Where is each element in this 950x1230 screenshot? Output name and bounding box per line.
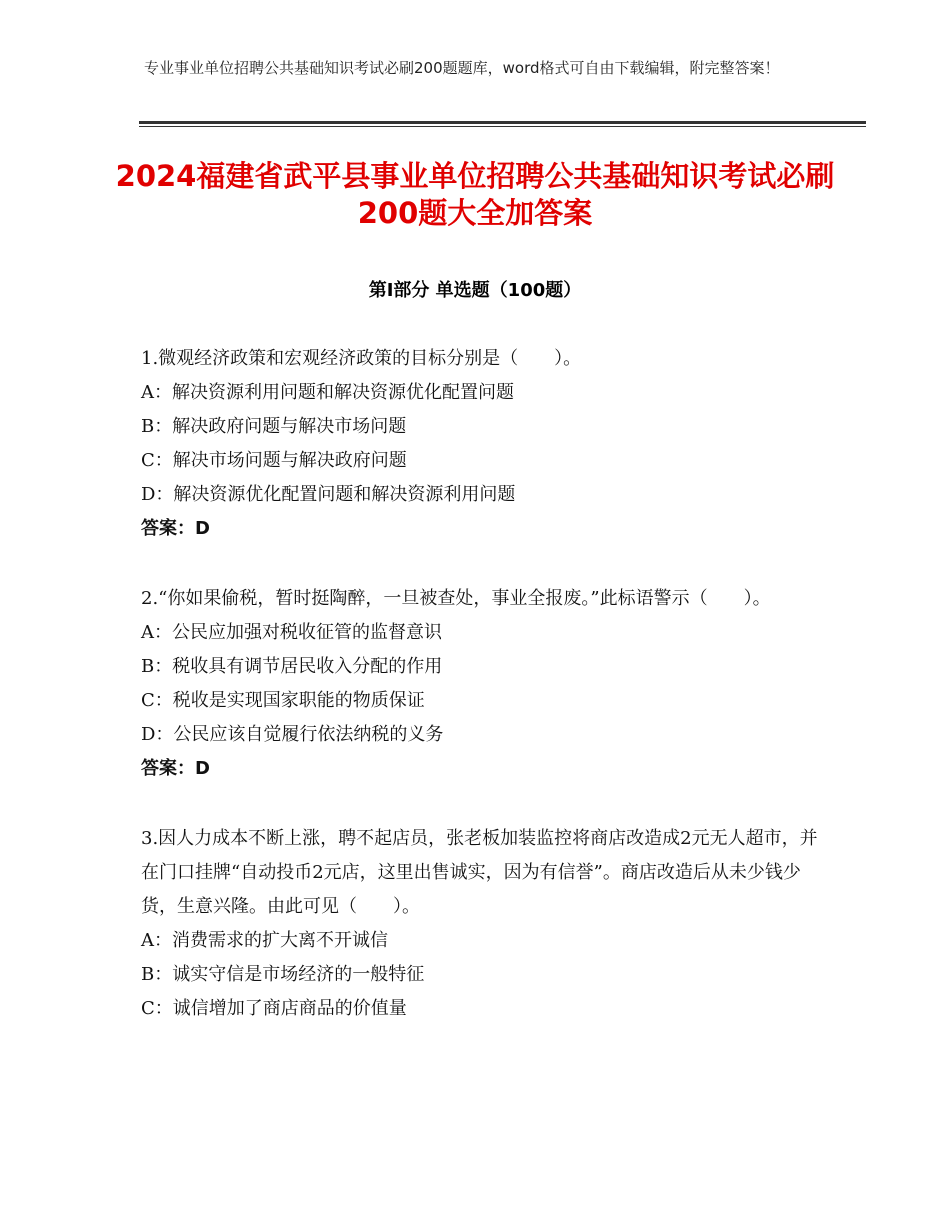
option-c: C：诚信增加了商店商品的价值量 [141, 998, 407, 1019]
document-title: 2024福建省武平县事业单位招聘公共基础知识考试必刷200题大全加答案 [115, 159, 835, 230]
answer-label: 答案：D [141, 758, 210, 779]
option-d: D：解决资源优化配置问题和解决资源利用问题 [141, 484, 516, 505]
option-a: A：解决资源利用问题和解决资源优化配置问题 [141, 382, 514, 403]
header-note: 专业事业单位招聘公共基础知识考试必刷200题题库，word格式可自由下载编辑，附完整答案！ [144, 59, 780, 77]
option-d: D：公民应该自觉履行依法纳税的义务 [141, 724, 444, 745]
question-stem: 2.“你如果偷税，暂时挺陶醉，一旦被查处，事业全报废。”此标语警示（ ）。 [141, 588, 771, 609]
option-b: B：诚实守信是市场经济的一般特征 [141, 964, 425, 985]
question-1 [141, 342, 821, 546]
option-b: B：税收具有调节居民收入分配的作用 [141, 656, 443, 677]
option-b: B：解决政府问题与解决市场问题 [141, 416, 407, 437]
option-a: A：公民应加强对税收征管的监督意识 [141, 622, 442, 643]
question-list [141, 342, 821, 1062]
question-stem: 3.因人力成本不断上涨，聘不起店员，张老板加装监控将商店改造成2元无人超市，并在门口挂牌“自动投币2元店，这里出售诚实，因为有信誉”。商店改造后从未少钱少货，生意兴隆。由此可见（ ）。 [141, 828, 818, 917]
option-c: C：解决市场问题与解决政府问题 [141, 450, 407, 471]
section-heading: 第Ⅰ部分 单选题（100题） [368, 280, 582, 301]
option-a: A：消费需求的扩大离不开诚信 [141, 930, 388, 951]
question-2 [141, 582, 821, 786]
option-c: C：税收是实现国家职能的物质保证 [141, 690, 425, 711]
header-divider-thick [139, 121, 866, 124]
question-3 [141, 822, 821, 1026]
question-stem: 1.微观经济政策和宏观经济政策的目标分别是（ ）。 [141, 348, 582, 369]
header-divider-thin [139, 126, 866, 127]
answer-label: 答案：D [141, 518, 210, 539]
